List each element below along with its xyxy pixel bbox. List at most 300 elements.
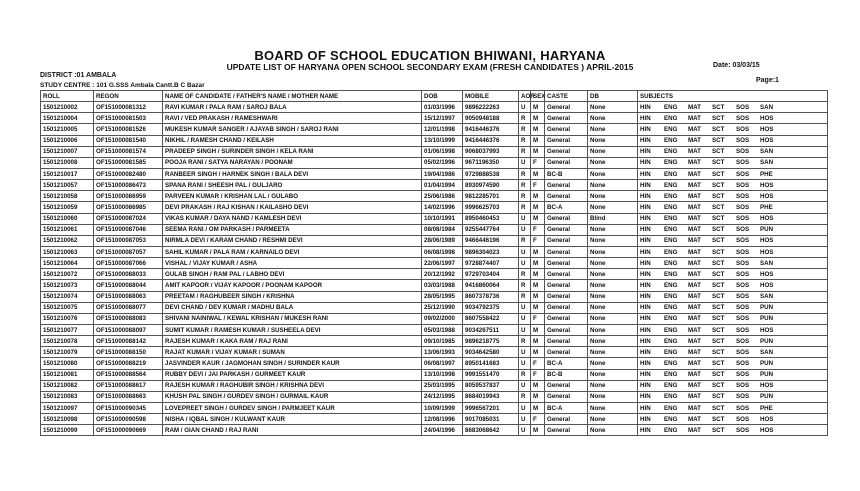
subject-code: HOS [760, 281, 774, 289]
db-cell: None [588, 425, 638, 436]
subject-code: HIN [640, 415, 651, 423]
sex-cell: F [531, 157, 545, 168]
db-cell: None [588, 269, 638, 280]
name-cell: PRADEEP SINGH / SURINDER SINGH / KELA RANI [163, 146, 422, 157]
mobile-cell: 9996625703 [463, 202, 519, 213]
aor-cell: R [519, 146, 531, 157]
caste-cell: General [545, 391, 588, 402]
subject-code: SCT [712, 103, 725, 111]
subject-code: SCT [712, 237, 725, 245]
table-row [41, 391, 828, 402]
subject-code: MAT [688, 237, 701, 245]
subject-code: PHE [760, 170, 773, 178]
name-cell: DEVI PRAKASH / RAJ KISHAN / KAILASHO DEVI [163, 202, 422, 213]
subject-code: SCT [712, 159, 725, 167]
subject-code: HIN [640, 125, 651, 133]
dob-cell: 24/04/1996 [422, 425, 463, 436]
subject-code: MAT [688, 103, 701, 111]
subject-code: ENG [664, 415, 678, 423]
dob-cell: 09/10/1985 [422, 336, 463, 347]
page-number: Page:1 [756, 77, 779, 84]
name-cell: RAJESH KUMAR / RAGHUBIR SINGH / KRISHNA DEVI [163, 380, 422, 391]
subject-code: ENG [664, 359, 678, 367]
subject-code: HIN [640, 393, 651, 401]
dob-cell: 10/10/1991 [422, 213, 463, 224]
subject-code: HIN [640, 192, 651, 200]
candidate-table [40, 90, 828, 436]
table-row [41, 135, 828, 146]
col-db: DB [588, 91, 638, 102]
name-cell: PREETAM / RAGHUBEER SINGH / KRISHNA [163, 291, 422, 302]
subject-code: HOS [760, 382, 774, 390]
subject-code: SCT [712, 148, 725, 156]
subject-code: SAN [760, 293, 774, 301]
sex-cell: F [531, 224, 545, 235]
dob-cell: 01/06/1998 [422, 146, 463, 157]
subject-code: ENG [664, 215, 678, 223]
sex-cell: M [531, 246, 545, 257]
mobile-cell: 9729703404 [463, 269, 519, 280]
mobile-cell: 9416446376 [463, 124, 519, 135]
subject-code: MAT [688, 226, 701, 234]
name-cell: RANBEER SINGH / HARNEK SINGH / BALA DEVI [163, 168, 422, 179]
subject-code: ENG [664, 159, 678, 167]
name-cell: RUBBY DEVI / JAI PARKASH / GURMEET KAUR [163, 369, 422, 380]
subject-code: SAN [760, 103, 774, 111]
document-title: BOARD OF SCHOOL EDUCATION BHIWANI, HARYANA [254, 48, 606, 63]
mobile-cell: 9671196350 [463, 157, 519, 168]
table-row [41, 414, 828, 425]
db-cell: None [588, 146, 638, 157]
mobile-cell: 9991551470 [463, 369, 519, 380]
subject-code: SCT [712, 337, 725, 345]
subject-code: SCT [712, 393, 725, 401]
sex-cell: M [531, 347, 545, 358]
table-row [41, 191, 828, 202]
table-row [41, 369, 828, 380]
subject-code: HIN [640, 148, 651, 156]
subject-code: HIN [640, 371, 651, 379]
subject-code: PHE [760, 203, 773, 211]
regon-cell: OF151000088044 [94, 280, 163, 291]
subject-code: SOS [736, 137, 750, 145]
name-cell: RAVI / VED PRAKASH / RAMESHWARI [163, 113, 422, 124]
aor-cell: R [519, 280, 531, 291]
dob-cell: 13/06/1993 [422, 347, 463, 358]
sex-cell: M [531, 391, 545, 402]
subjects-cell [638, 380, 828, 391]
subject-code: SOS [736, 382, 750, 390]
subject-code: HOS [760, 215, 774, 223]
subjects-cell [638, 369, 828, 380]
subject-code: MAT [688, 181, 701, 189]
subject-code: HIN [640, 426, 651, 434]
subject-code: MAT [688, 170, 701, 178]
subject-code: HIN [640, 348, 651, 356]
subject-code: SOS [736, 337, 750, 345]
subjects-cell [638, 313, 828, 324]
regon-cell: OF151000086473 [94, 180, 163, 191]
aor-cell: U [519, 425, 531, 436]
mobile-cell: 8684019943 [463, 391, 519, 402]
subject-code: SOS [736, 125, 750, 133]
regon-cell: OF151000088097 [94, 324, 163, 335]
name-cell: SUMIT KUMAR / RAMESH KUMAR / SUSHEELA DEVI [163, 324, 422, 335]
subject-code: SCT [712, 270, 725, 278]
subject-code: ENG [664, 293, 678, 301]
subject-code: ENG [664, 103, 678, 111]
subject-code: SOS [736, 192, 750, 200]
dob-cell: 22/06/1997 [422, 258, 463, 269]
subjects-cell [638, 213, 828, 224]
subject-code: SCT [712, 192, 725, 200]
regon-cell: OF151000088617 [94, 380, 163, 391]
regon-cell: OF151000088033 [94, 269, 163, 280]
subject-code: MAT [688, 215, 701, 223]
subject-code: MAT [688, 315, 701, 323]
subject-code: MAT [688, 326, 701, 334]
dob-cell: 24/12/1995 [422, 391, 463, 402]
aor-cell: R [519, 202, 531, 213]
col-subjects: SUBJECTS [638, 91, 828, 102]
table-row [41, 124, 828, 135]
subject-code: ENG [664, 281, 678, 289]
subject-code: HOS [760, 326, 774, 334]
aor-cell: R [519, 369, 531, 380]
name-cell: SAHIL KUMAR / PALA RAM / KARNAILO DEVI [163, 246, 422, 257]
caste-cell: General [545, 191, 588, 202]
subjects-cell [638, 402, 828, 413]
subject-code: SCT [712, 114, 725, 122]
mobile-cell: 8683068642 [463, 425, 519, 436]
subject-code: MAT [688, 259, 701, 267]
subjects-cell [638, 235, 828, 246]
aor-cell: U [519, 358, 531, 369]
roll-cell: 1501210006 [41, 135, 94, 146]
caste-cell: General [545, 157, 588, 168]
subject-code: HIN [640, 237, 651, 245]
subject-code: HIN [640, 259, 651, 267]
subject-code: SAN [760, 159, 774, 167]
roll-cell: 1501210074 [41, 291, 94, 302]
table-row [41, 146, 828, 157]
aor-cell: U [519, 414, 531, 425]
regon-cell: OF151000087057 [94, 246, 163, 257]
roll-cell: 1501210073 [41, 280, 94, 291]
subject-code: MAT [688, 125, 701, 133]
subject-code: SOS [736, 304, 750, 312]
sex-cell: M [531, 124, 545, 135]
mobile-cell: 9729888538 [463, 168, 519, 179]
regon-cell: OF151000087024 [94, 213, 163, 224]
subject-code: SOS [736, 404, 750, 412]
name-cell: GULAB SINGH / RAM PAL / LABHO DEVI [163, 269, 422, 280]
db-cell: None [588, 324, 638, 335]
subject-code: MAT [688, 404, 701, 412]
subject-code: HOS [760, 125, 774, 133]
subject-code: MAT [688, 192, 701, 200]
db-cell: None [588, 258, 638, 269]
caste-cell: General [545, 380, 588, 391]
subject-code: ENG [664, 125, 678, 133]
roll-cell: 1501210059 [41, 202, 94, 213]
regon-cell: OF151000081540 [94, 135, 163, 146]
subject-code: HIN [640, 137, 651, 145]
caste-cell: BC-B [545, 369, 588, 380]
mobile-cell: 9996567201 [463, 402, 519, 413]
name-cell: DEVI CHAND / DEV KUMAR / MADHU BALA [163, 302, 422, 313]
caste-cell: General [545, 280, 588, 291]
roll-cell: 1501210058 [41, 191, 94, 202]
db-cell: Blind [588, 213, 638, 224]
roll-cell: 1501210077 [41, 324, 94, 335]
subject-code: ENG [664, 114, 678, 122]
subject-code: SOS [736, 415, 750, 423]
subjects-cell [638, 146, 828, 157]
table-row [41, 324, 828, 335]
subjects-cell [638, 269, 828, 280]
subject-code: ENG [664, 304, 678, 312]
subject-code: SOS [736, 237, 750, 245]
caste-cell: BC-A [545, 402, 588, 413]
subjects-cell [638, 414, 828, 425]
aor-cell: U [519, 347, 531, 358]
subject-code: HOS [760, 426, 774, 434]
subject-code: SAN [760, 348, 774, 356]
db-cell: None [588, 135, 638, 146]
subject-code: HIN [640, 226, 651, 234]
subjects-cell [638, 202, 828, 213]
sex-cell: M [531, 191, 545, 202]
sex-cell: M [531, 146, 545, 157]
subject-code: HIN [640, 404, 651, 412]
dob-cell: 19/04/1986 [422, 168, 463, 179]
subjects-cell [638, 168, 828, 179]
subject-code: HIN [640, 114, 651, 122]
sex-cell: M [531, 336, 545, 347]
regon-cell: OF151000088083 [94, 313, 163, 324]
subject-code: ENG [664, 404, 678, 412]
subject-code: HIN [640, 304, 651, 312]
aor-cell: R [519, 124, 531, 135]
subject-code: ENG [664, 326, 678, 334]
table-row [41, 168, 828, 179]
aor-cell: R [519, 180, 531, 191]
caste-cell: General [545, 347, 588, 358]
subject-code: HIN [640, 315, 651, 323]
aor-cell: R [519, 336, 531, 347]
subject-code: MAT [688, 281, 701, 289]
regon-cell: OF151000088077 [94, 302, 163, 313]
subjects-cell [638, 425, 828, 436]
table-row [41, 313, 828, 324]
aor-cell: R [519, 135, 531, 146]
mobile-cell: 9050948188 [463, 113, 519, 124]
table-row [41, 269, 828, 280]
subject-code: MAT [688, 248, 701, 256]
caste-cell: General [545, 180, 588, 191]
col-roll: ROLL [41, 91, 94, 102]
col-aor: AOR [519, 91, 531, 102]
roll-cell: 1501210057 [41, 180, 94, 191]
db-cell: None [588, 336, 638, 347]
caste-cell: General [545, 258, 588, 269]
db-cell: None [588, 402, 638, 413]
db-cell: None [588, 124, 638, 135]
subject-code: SCT [712, 215, 725, 223]
subject-code: SCT [712, 203, 725, 211]
mobile-cell: 9896222263 [463, 102, 519, 113]
regon-cell: OF151000087066 [94, 258, 163, 269]
aor-cell: U [519, 157, 531, 168]
table-row [41, 402, 828, 413]
subject-code: MAT [688, 415, 701, 423]
mobile-cell: 9416860064 [463, 280, 519, 291]
roll-cell: 1501210007 [41, 146, 94, 157]
subject-code: ENG [664, 337, 678, 345]
subject-code: MAT [688, 382, 701, 390]
dob-cell: 06/08/1998 [422, 246, 463, 257]
subjects-cell [638, 280, 828, 291]
dob-cell: 13/10/1999 [422, 135, 463, 146]
subject-code: ENG [664, 181, 678, 189]
caste-cell: BC-A [545, 358, 588, 369]
subject-code: HIN [640, 382, 651, 390]
mobile-cell: 9728874407 [463, 258, 519, 269]
subject-code: MAT [688, 137, 701, 145]
table-row [41, 213, 828, 224]
dob-cell: 28/05/1995 [422, 291, 463, 302]
caste-cell: General [545, 124, 588, 135]
subject-code: SOS [736, 326, 750, 334]
subject-code: ENG [664, 382, 678, 390]
mobile-cell: 9034792375 [463, 302, 519, 313]
subject-code: ENG [664, 203, 678, 211]
subjects-cell [638, 224, 828, 235]
subject-code: HIN [640, 103, 651, 111]
caste-cell: General [545, 414, 588, 425]
subject-code: SCT [712, 348, 725, 356]
sex-cell: F [531, 180, 545, 191]
dob-cell: 28/06/1989 [422, 235, 463, 246]
subject-code: SOS [736, 103, 750, 111]
dob-cell: 20/12/1992 [422, 269, 463, 280]
table-row [41, 302, 828, 313]
subject-code: MAT [688, 270, 701, 278]
roll-cell: 1501210079 [41, 347, 94, 358]
subject-code: HIN [640, 170, 651, 178]
caste-cell: General [545, 102, 588, 113]
sex-cell: M [531, 168, 545, 179]
table-row [41, 347, 828, 358]
table-row [41, 235, 828, 246]
dob-cell: 05/02/1996 [422, 157, 463, 168]
subject-code: MAT [688, 114, 701, 122]
table-row [41, 280, 828, 291]
subject-code: ENG [664, 259, 678, 267]
caste-cell: General [545, 135, 588, 146]
subjects-cell [638, 336, 828, 347]
dob-cell: 25/03/1995 [422, 380, 463, 391]
subjects-cell [638, 157, 828, 168]
table-row [41, 336, 828, 347]
subject-code: MAT [688, 337, 701, 345]
dob-cell: 15/12/1997 [422, 113, 463, 124]
table-row [41, 425, 828, 436]
subject-code: SCT [712, 382, 725, 390]
mobile-cell: 8059537837 [463, 380, 519, 391]
aor-cell: R [519, 269, 531, 280]
subject-code: SCT [712, 359, 725, 367]
mobile-cell: 9034267511 [463, 324, 519, 335]
aor-cell: R [519, 168, 531, 179]
subject-code: SCT [712, 137, 725, 145]
subjects-cell [638, 391, 828, 402]
name-cell: RAJESH KUMAR / KAKA RAM / RAJ RANI [163, 336, 422, 347]
name-cell: NIKHIL / RAMESH CHAND / KEILASH [163, 135, 422, 146]
name-cell: SEEMA RANI / OM PARKASH / PARMEETA [163, 224, 422, 235]
mobile-cell: 9017085031 [463, 414, 519, 425]
db-cell: None [588, 168, 638, 179]
subject-code: SCT [712, 304, 725, 312]
regon-cell: OF151000090669 [94, 425, 163, 436]
name-cell: POOJA RANI / SATYA NARAYAN / POONAM [163, 157, 422, 168]
study-centre-label: STUDY CENTRE : 101 G.SSS Ambala Cantt.B C Bazar [40, 82, 205, 89]
sex-cell: F [531, 313, 545, 324]
subject-code: SCT [712, 226, 725, 234]
caste-cell: General [545, 224, 588, 235]
aor-cell: R [519, 191, 531, 202]
subject-code: ENG [664, 148, 678, 156]
dob-cell: 01/03/1996 [422, 102, 463, 113]
regon-cell: OF151000082480 [94, 168, 163, 179]
aor-cell: R [519, 391, 531, 402]
sex-cell: F [531, 358, 545, 369]
aor-cell: U [519, 402, 531, 413]
subject-code: HOS [760, 192, 774, 200]
regon-cell: OF151000090598 [94, 414, 163, 425]
table-row [41, 258, 828, 269]
caste-cell: General [545, 146, 588, 157]
regon-cell: OF151000081312 [94, 102, 163, 113]
subject-code: MAT [688, 293, 701, 301]
dob-cell: 06/08/1997 [422, 358, 463, 369]
subject-code: SCT [712, 281, 725, 289]
mobile-cell: 9466446196 [463, 235, 519, 246]
subject-code: MAT [688, 148, 701, 156]
db-cell: None [588, 102, 638, 113]
dob-cell: 12/01/1998 [422, 124, 463, 135]
name-cell: RAJAT KUMAR / VIJAY KUMAR / SUMAN [163, 347, 422, 358]
subject-code: MAT [688, 359, 701, 367]
aor-cell: U [519, 313, 531, 324]
sex-cell: M [531, 425, 545, 436]
subject-code: SAN [760, 259, 774, 267]
subject-code: ENG [664, 315, 678, 323]
dob-cell: 08/08/1984 [422, 224, 463, 235]
regon-cell: OF151000088564 [94, 369, 163, 380]
subject-code: PUN [760, 315, 774, 323]
subject-code: ENG [664, 170, 678, 178]
db-cell: None [588, 191, 638, 202]
subject-code: MAT [688, 159, 701, 167]
sex-cell: M [531, 291, 545, 302]
regon-cell: OF151000088219 [94, 358, 163, 369]
regon-cell: OF151000086985 [94, 202, 163, 213]
subject-code: SCT [712, 181, 725, 189]
db-cell: None [588, 224, 638, 235]
subject-code: HIN [640, 181, 651, 189]
